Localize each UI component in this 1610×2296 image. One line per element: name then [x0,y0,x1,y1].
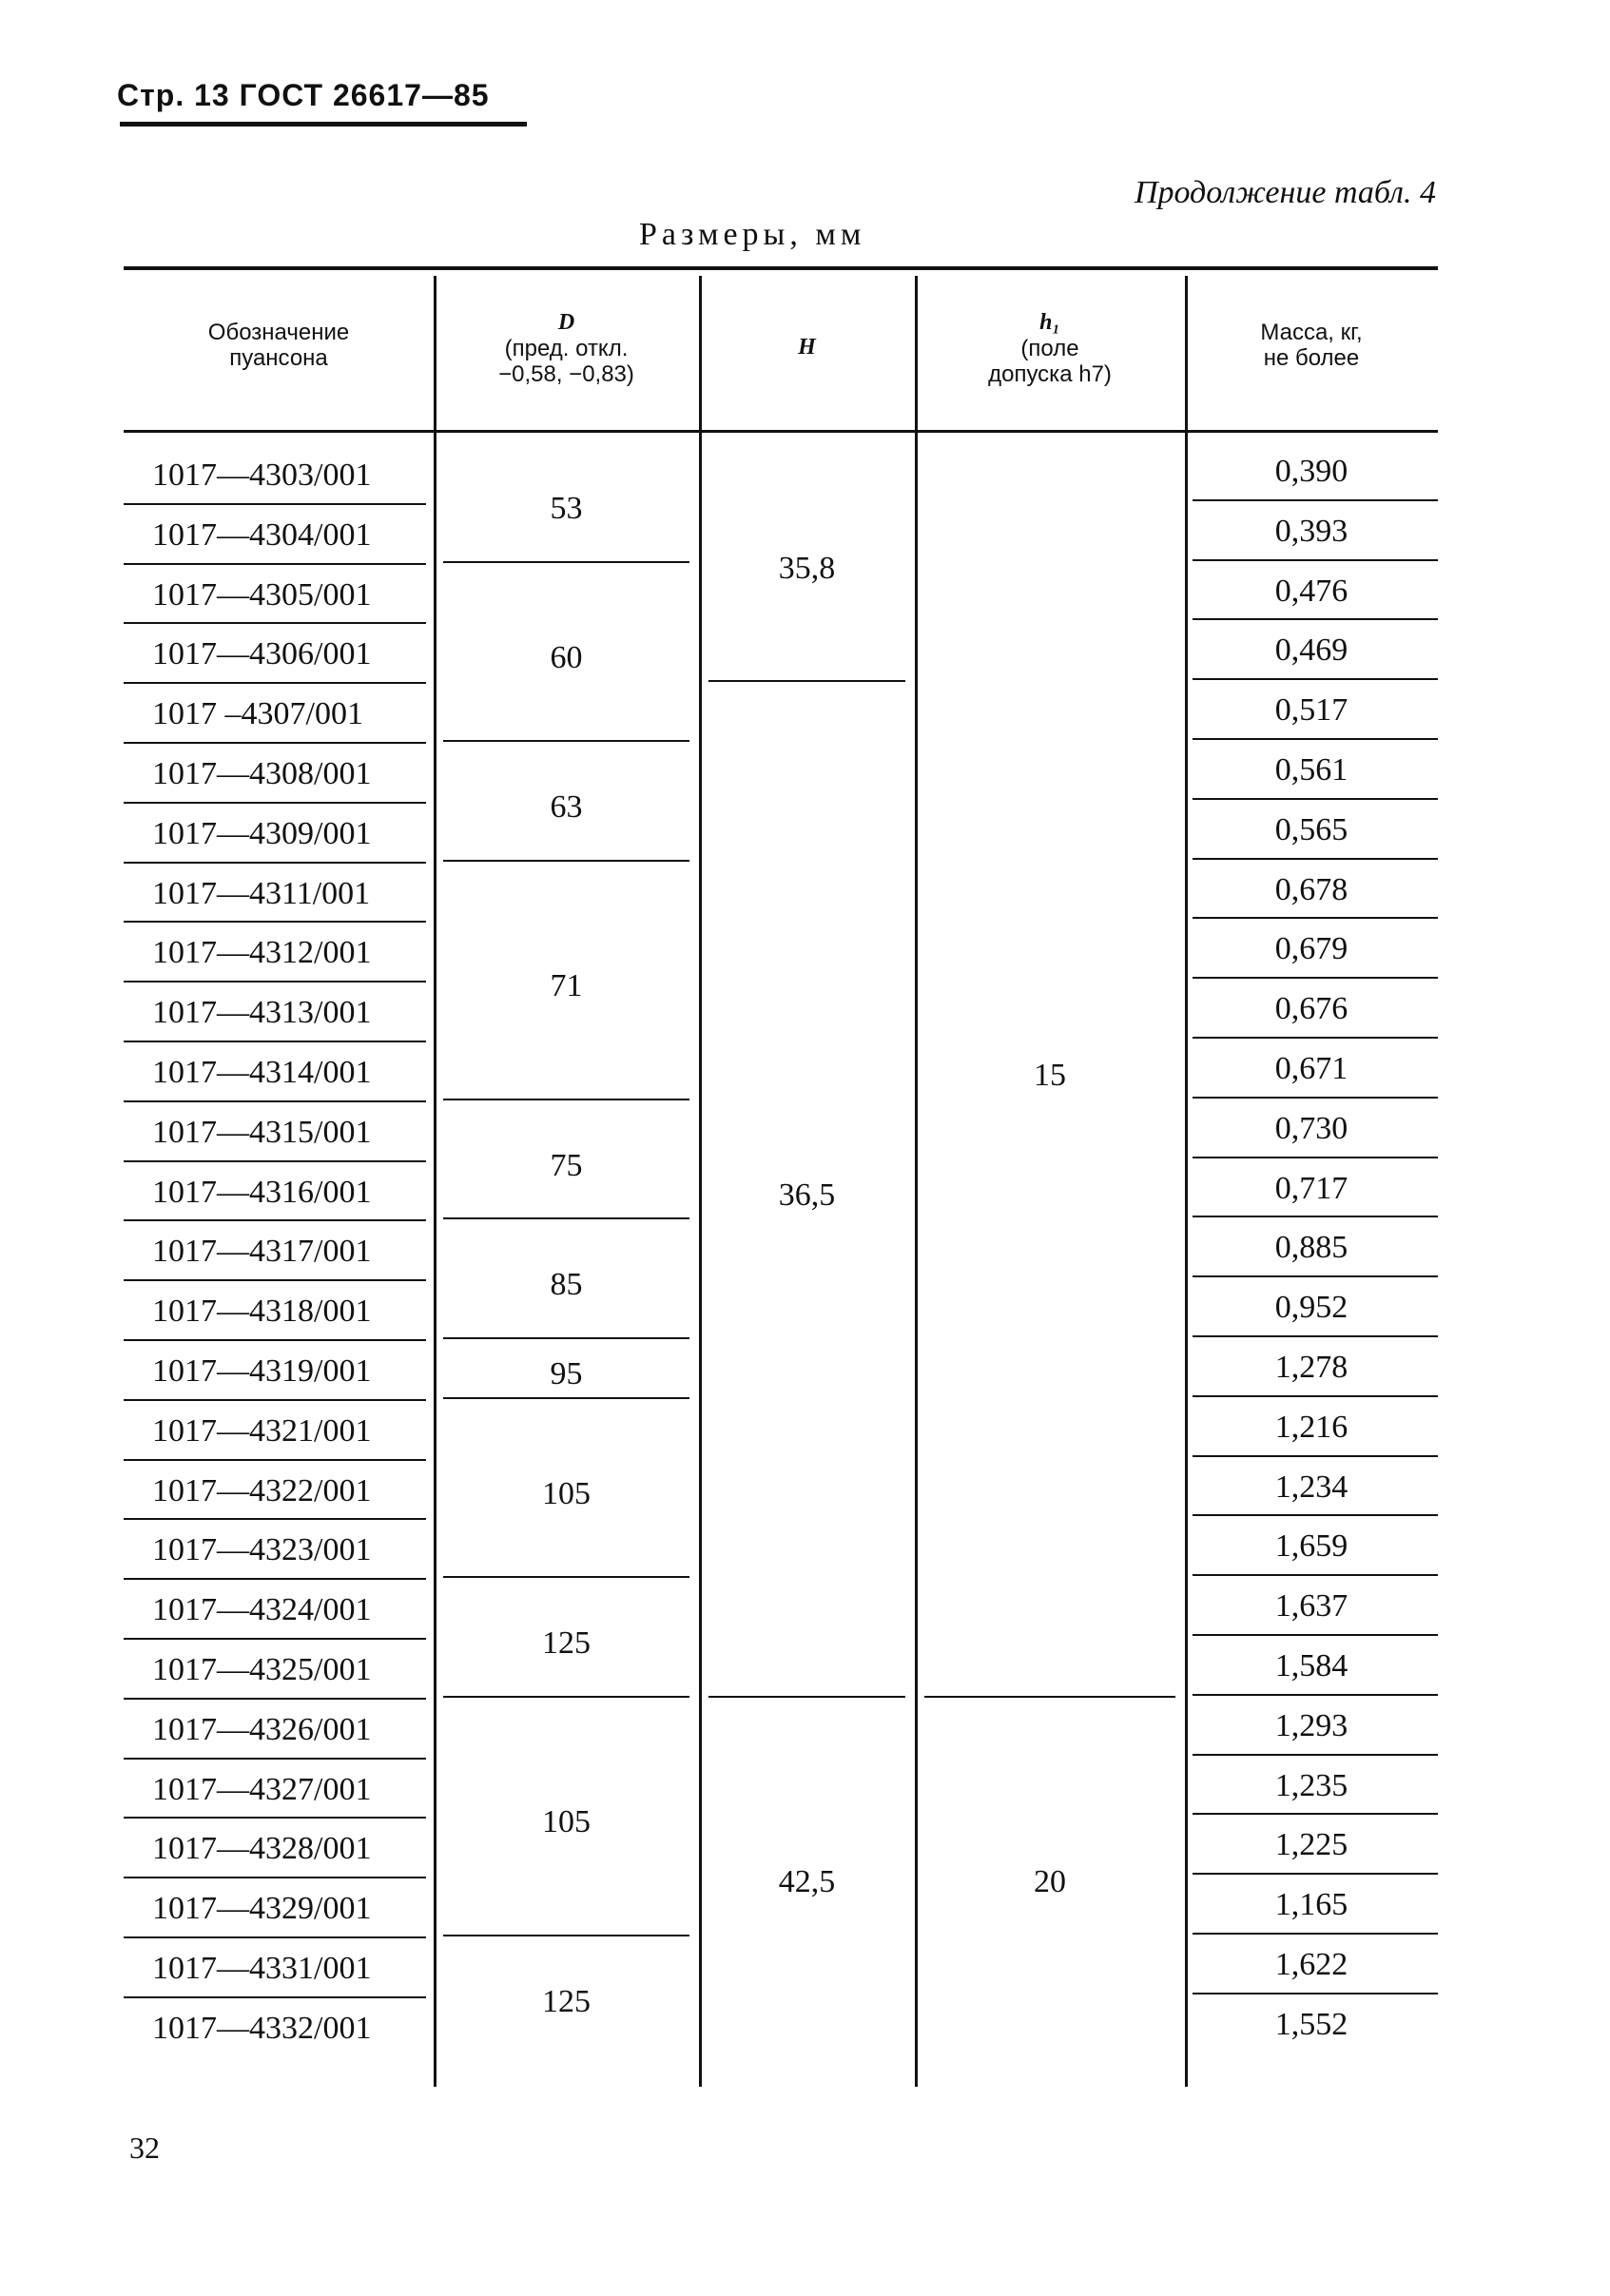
row-rule [1193,678,1438,680]
row-rule [1193,1873,1438,1875]
designation-cell: 1017—4314/001 [152,1055,372,1090]
row-rule [1193,618,1438,620]
row-rule [1193,1275,1438,1277]
group-rule [924,1696,1175,1698]
column-header [1185,320,1438,371]
h1-value-cell: 15 [1034,1058,1066,1094]
row-rule [124,1041,426,1042]
column-separator [915,276,918,2087]
mass-cell: 0,679 [1274,931,1348,967]
designation-cell: 1017—4304/001 [152,516,372,553]
row-rule [1193,1933,1438,1935]
column-header [124,320,434,371]
mass-cell: 1,293 [1274,1707,1348,1743]
row-rule [124,1459,426,1461]
designation-cell: 1017—4327/001 [152,1771,372,1807]
column-header-line: H [798,335,816,360]
row-rule [124,1518,426,1520]
row-rule [124,1638,426,1640]
d-value-cell: 95 [550,1356,583,1392]
row-rule [1193,1754,1438,1756]
d-value-cell: 60 [550,639,583,675]
mass-cell: 0,476 [1274,573,1348,609]
row-rule [124,503,426,505]
mass-cell: 0,565 [1274,811,1348,847]
mass-cell: 0,678 [1274,871,1348,907]
designation-cell: 1017—4321/001 [152,1412,372,1449]
row-rule [124,1160,426,1162]
row-rule [1193,1097,1438,1099]
group-rule [443,1696,689,1698]
row-rule [1193,977,1438,979]
designation-cell: 1017—4326/001 [152,1711,372,1747]
mass-cell: 1,552 [1274,2006,1348,2042]
group-rule [443,1217,689,1219]
mass-cell: 0,517 [1274,692,1348,729]
designation-cell: 1017—4332/001 [152,2010,372,2046]
row-rule [1193,559,1438,561]
mass-cell: 0,952 [1274,1290,1348,1326]
mass-cell: 0,390 [1274,454,1348,489]
column-header-line: Обозначение [207,320,350,345]
row-rule [1193,798,1438,800]
row-rule [124,1219,426,1221]
row-rule [1193,1037,1438,1039]
mass-cell: 1,622 [1274,1947,1348,1982]
column-header-line: D [557,310,575,335]
row-rule [124,1758,426,1760]
designation-cell: 1017—4328/001 [152,1831,372,1867]
designation-cell: 1017—4311/001 [152,875,371,911]
continuation-note: Продолжение табл. 4 [1134,175,1436,210]
mass-cell: 0,676 [1274,991,1348,1027]
h-value-cell: 36,5 [778,1177,836,1213]
d-value-cell: 105 [542,1476,591,1511]
header-rule [120,122,527,126]
column-header-line: (пред. откл. [504,336,629,361]
row-rule [1193,917,1438,919]
row-rule [124,682,426,684]
mass-cell: 1,584 [1274,1648,1348,1683]
row-rule [124,1817,426,1819]
row-rule [124,981,426,983]
row-rule [124,1339,426,1341]
designation-cell: 1017—4303/001 [152,457,372,493]
page-header: Стр. 13 ГОСТ 26617—85 [117,78,490,112]
mass-cell: 0,717 [1274,1170,1348,1206]
row-rule [1193,1813,1438,1815]
row-rule [1193,738,1438,740]
h1-value-cell: 20 [1034,1864,1066,1900]
h-value-cell: 35,8 [778,550,836,586]
row-rule [124,1996,426,1998]
mass-cell: 0,469 [1274,632,1348,669]
column-header [434,310,699,387]
designation-cell: 1017—4313/001 [152,995,372,1031]
row-rule [1193,1157,1438,1158]
column-header-line: допуска h7) [988,361,1112,387]
column-header-line: Масса, кг, [1260,320,1363,345]
row-rule [124,862,426,864]
d-value-cell: 125 [542,1625,591,1661]
mass-cell: 1,659 [1274,1528,1348,1565]
row-rule [124,1578,426,1580]
d-value-cell: 125 [542,1983,591,2019]
mass-cell: 1,278 [1274,1350,1348,1385]
group-rule [443,1099,689,1100]
row-rule [124,1877,426,1878]
column-header [915,310,1185,387]
designation-cell: 1017—4325/001 [152,1652,372,1687]
table-header-rule [124,430,1438,433]
row-rule [124,802,426,804]
row-rule [124,622,426,624]
mass-cell: 0,393 [1274,513,1348,549]
designation-cell: 1017—4329/001 [152,1891,372,1927]
row-rule [124,1399,426,1401]
designation-cell: 1017—4318/001 [152,1294,372,1330]
group-rule [443,1935,689,1936]
column-header-line: h₁ [1039,310,1060,335]
designation-cell: 1017—4308/001 [152,756,372,791]
column-header-line: −0,58, −0,83) [498,361,634,387]
mass-cell: 1,234 [1274,1469,1348,1505]
row-rule [1193,1993,1438,1994]
d-value-cell: 75 [550,1147,583,1183]
row-rule [124,1698,426,1700]
column-header-line: (поле [1020,336,1079,361]
row-rule [1193,858,1438,860]
group-rule [443,561,689,563]
designation-cell: 1017—4305/001 [152,576,372,613]
mass-cell: 0,730 [1274,1110,1348,1146]
designation-cell: 1017—4331/001 [152,1951,372,1986]
row-rule [1193,1514,1438,1516]
mass-cell: 1,165 [1274,1887,1348,1923]
group-rule [708,1696,905,1698]
row-rule [124,1100,426,1102]
mass-cell: 1,235 [1274,1767,1348,1803]
h-value-cell: 42,5 [778,1864,836,1900]
designation-cell: 1017—4322/001 [152,1472,372,1508]
row-rule [1193,1455,1438,1457]
group-rule [708,680,905,682]
row-rule [124,742,426,744]
row-rule [1193,499,1438,501]
d-value-cell: 63 [550,788,583,825]
designation-cell: 1017—4306/001 [152,636,372,672]
group-rule [443,860,689,862]
mass-cell: 1,216 [1274,1409,1348,1445]
d-value-cell: 53 [550,490,583,526]
d-value-cell: 85 [550,1267,583,1303]
row-rule [1193,1216,1438,1217]
designation-cell: 1017—4312/001 [152,935,372,971]
column-header-line: не более [1263,345,1360,371]
designation-cell: 1017—4316/001 [152,1174,372,1210]
mass-cell: 1,225 [1274,1827,1348,1863]
designation-cell: 1017—4315/001 [152,1114,372,1150]
page-number: 32 [129,2131,160,2165]
mass-cell: 0,671 [1274,1051,1348,1086]
designation-cell: 1017—4323/001 [152,1532,372,1568]
table-top-rule [124,266,1438,270]
row-rule [1193,1335,1438,1337]
group-rule [443,1397,689,1399]
group-rule [443,1576,689,1578]
mass-cell: 0,885 [1274,1230,1348,1266]
d-value-cell: 105 [542,1804,591,1840]
group-rule [443,1337,689,1339]
designation-cell: 1017—4309/001 [152,815,372,851]
designation-cell: 1017—4319/001 [152,1353,372,1389]
column-header-line: пуансона [229,345,328,371]
designation-cell: 1017 –4307/001 [152,696,363,732]
row-rule [1193,1574,1438,1576]
row-rule [1193,1634,1438,1636]
units-caption: Размеры, мм [639,217,866,252]
mass-cell: 1,637 [1274,1588,1348,1625]
row-rule [124,1279,426,1281]
row-rule [124,563,426,565]
designation-cell: 1017—4324/001 [152,1592,372,1628]
group-rule [443,740,689,742]
row-rule [1193,1694,1438,1696]
column-header [699,335,915,360]
d-value-cell: 71 [550,968,583,1004]
row-rule [124,921,426,923]
designation-cell: 1017—4317/001 [152,1234,372,1270]
row-rule [1193,1395,1438,1397]
mass-cell: 0,561 [1274,752,1348,788]
row-rule [124,1936,426,1938]
